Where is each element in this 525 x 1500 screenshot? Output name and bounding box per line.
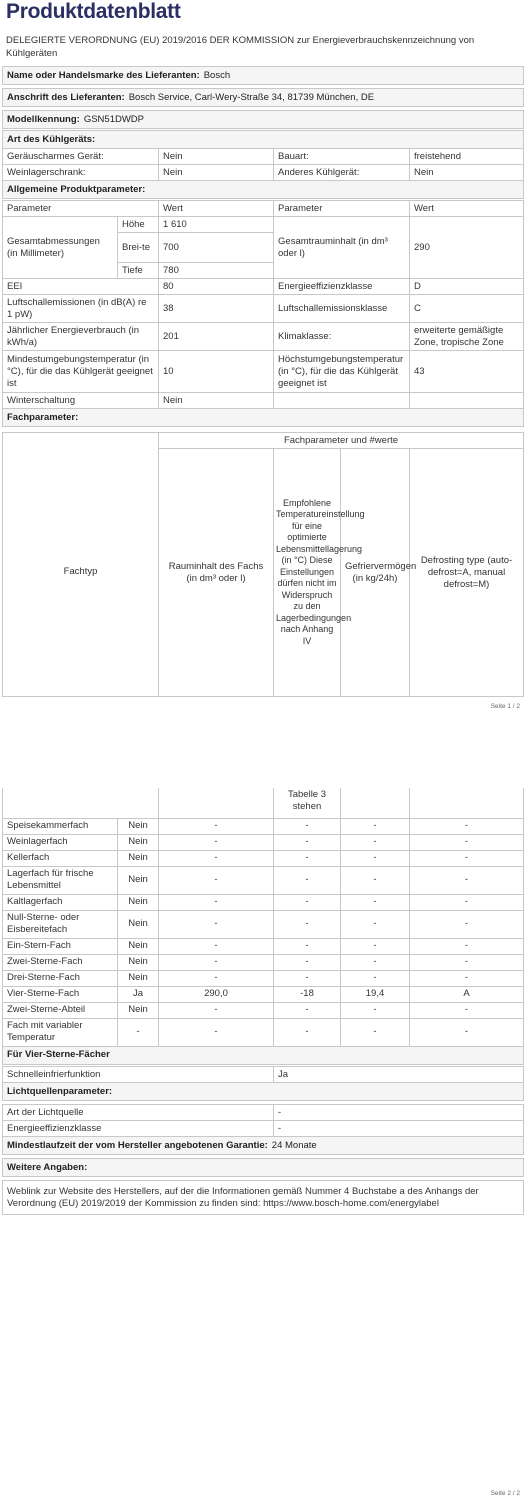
document-subtitle: DELEGIERTE VERORDNUNG (EU) 2019/2016 DER KOMMISSION zur Energieverbrauchskennzeichnung von Kühlgeräten xyxy=(6,35,475,59)
compartment-defrost: - xyxy=(410,938,524,954)
compartment-volume: - xyxy=(159,1002,274,1018)
col-header-param: Parameter xyxy=(274,201,410,217)
warranty-row: Mindestlaufzeit der vom Hersteller angebotenen Garantie: 24 Monate xyxy=(3,1137,524,1155)
type-label: Weinlagerschrank: xyxy=(3,165,159,181)
compartment-present: Nein xyxy=(118,834,159,850)
compartment-freezing: 19,4 xyxy=(341,986,410,1002)
compartment-row xyxy=(3,850,524,866)
supplier-name-value: Bosch xyxy=(203,69,231,81)
compartment-freezing: - xyxy=(341,938,410,954)
compartment-volume: - xyxy=(159,938,274,954)
supplier-table xyxy=(2,66,524,129)
col-header-defrost-type: Defrosting type (auto-defrost=A, manual defrost=M) xyxy=(410,449,524,697)
compartment-name: Ein-Stern-Fach xyxy=(3,938,118,954)
compartment-freezing: - xyxy=(341,910,410,938)
param-label xyxy=(274,393,410,409)
quick-freeze-label: Schnelleinfrierfunktion xyxy=(3,1067,274,1083)
compartment-name: Zwei-Sterne-Abteil xyxy=(3,1002,118,1018)
compartment-volume: - xyxy=(159,894,274,910)
param-label: Energieeffizienzklasse xyxy=(274,279,410,295)
light-efficiency-class-label: Energieeffizienzklasse xyxy=(3,1121,274,1137)
compartment-temp: - xyxy=(274,970,341,986)
param-value xyxy=(410,393,524,409)
general-params-table xyxy=(2,200,524,427)
compartment-volume: - xyxy=(159,970,274,986)
compartment-row xyxy=(3,818,524,834)
total-volume-label: Gesamtrauminhalt (in dm³ oder l) xyxy=(274,217,410,279)
compartment-volume: - xyxy=(159,954,274,970)
compartment-temp: - xyxy=(274,938,341,954)
compartment-row xyxy=(3,1018,524,1046)
compartment-present: Nein xyxy=(118,910,159,938)
height-value: 1 610 xyxy=(159,217,274,233)
compartment-row xyxy=(3,954,524,970)
compartment-header-table xyxy=(2,432,524,697)
col-header-recommended-temp: Empfohlene Temperatureinstellung für eine optimierte Lebensmittellagerung (in °C) Diese Einstellungen dürfen nicht im Widerspruch zu den Lagerbedingungen nach Anhang IV xyxy=(274,449,341,697)
compartment-temp: - xyxy=(274,894,341,910)
col-header-value: Wert xyxy=(410,201,524,217)
compartment-rows xyxy=(3,818,524,1046)
col-header-compartment-volume: Rauminhalt des Fachs (in dm³ oder l) xyxy=(159,449,274,697)
width-value: 700 xyxy=(159,233,274,263)
type-label: Geräuscharmes Gerät: xyxy=(3,149,159,165)
compartment-temp: - xyxy=(274,910,341,938)
compartment-defrost: - xyxy=(410,1002,524,1018)
compartment-defrost: - xyxy=(410,866,524,894)
model-row: Modellkennung: GSN51DWDP xyxy=(3,111,524,129)
compartment-freezing: - xyxy=(341,970,410,986)
total-volume-value: 290 xyxy=(410,217,524,279)
compartment-row xyxy=(3,834,524,850)
compartment-present: Nein xyxy=(118,954,159,970)
compartment-defrost: - xyxy=(410,1018,524,1046)
param-value: 80 xyxy=(159,279,274,295)
param-value: 43 xyxy=(410,351,524,393)
compartment-freezing: - xyxy=(341,818,410,834)
compartment-present: Nein xyxy=(118,818,159,834)
col-header-recommended-temp-cont: Tabelle 3 stehen xyxy=(274,788,341,818)
compartment-defrost: A xyxy=(410,986,524,1002)
general-params-heading: Allgemeine Produktparameter: xyxy=(3,181,524,199)
compartment-freezing: - xyxy=(341,834,410,850)
compartment-freezing: - xyxy=(341,954,410,970)
compartment-row xyxy=(3,970,524,986)
type-label: Anderes Kühlgerät: xyxy=(274,165,410,181)
param-label: Luftschallemissionsklasse xyxy=(274,295,410,323)
compartment-temp: - xyxy=(274,818,341,834)
compartment-present: Nein xyxy=(118,938,159,954)
param-value: 10 xyxy=(159,351,274,393)
compartment-present: Nein xyxy=(118,1002,159,1018)
compartment-volume: - xyxy=(159,850,274,866)
col-header-freezing-capacity: Gefriervermögen (in kg/24h) xyxy=(341,449,410,697)
compartment-defrost: - xyxy=(410,910,524,938)
light-source-heading: Lichtquellenparameter: xyxy=(3,1083,524,1101)
param-value: 201 xyxy=(159,323,274,351)
light-source-type-value: - xyxy=(274,1105,524,1121)
compartment-present: - xyxy=(118,1018,159,1046)
page-2 xyxy=(0,750,525,1500)
depth-value: 780 xyxy=(159,263,274,279)
compartment-name: Drei-Sterne-Fach xyxy=(3,970,118,986)
four-star-table xyxy=(2,1066,524,1215)
compartment-temp: - xyxy=(274,866,341,894)
model-value: GSN51DWDP xyxy=(83,113,145,125)
type-value: Nein xyxy=(159,149,274,165)
compartment-name: Kellerfach xyxy=(3,850,118,866)
warranty-value: 24 Monate xyxy=(271,1139,317,1151)
further-info-text: Weblink zur Website des Herstellers, auf der die Informationen gemäß Nummer 4 Buchstabe a des Anhangs der Verordnung (EU) 2019/2019 der Kommission zu finden sind: https://www.bosch-home.com/energylabel xyxy=(3,1181,524,1215)
depth-label: Tiefe xyxy=(118,263,159,279)
param-value: D xyxy=(410,279,524,295)
type-label: Bauart: xyxy=(274,149,410,165)
param-label: Mindestumgebungstemperatur (in °C), für die das Kühlgerät geeignet ist xyxy=(3,351,159,393)
width-label: Brei-te xyxy=(118,233,159,263)
param-value: C xyxy=(410,295,524,323)
page-number: Seite 1 / 2 xyxy=(490,703,520,710)
type-value: freistehend xyxy=(410,149,524,165)
compartment-defrost: - xyxy=(410,954,524,970)
compartment-present: Nein xyxy=(118,850,159,866)
compartment-present: Nein xyxy=(118,970,159,986)
compartment-present: Nein xyxy=(118,894,159,910)
compartment-freezing: - xyxy=(341,894,410,910)
compartment-table xyxy=(2,788,524,1065)
param-label: Luftschallemissionen (in dB(A) re 1 pW) xyxy=(3,295,159,323)
compartment-temp: - xyxy=(274,834,341,850)
compartment-volume: 290,0 xyxy=(159,986,274,1002)
further-info-heading: Weitere Angaben: xyxy=(3,1159,524,1177)
compartment-volume: - xyxy=(159,834,274,850)
compartment-present: Ja xyxy=(118,986,159,1002)
type-value: Nein xyxy=(410,165,524,181)
appliance-type-heading: Art des Kühlgeräts: xyxy=(3,131,524,149)
compartment-temp: - xyxy=(274,1018,341,1046)
param-value: Nein xyxy=(159,393,274,409)
param-label: EEI xyxy=(3,279,159,295)
compartment-row xyxy=(3,910,524,938)
compartment-freezing: - xyxy=(341,850,410,866)
compartment-volume: - xyxy=(159,910,274,938)
compartment-defrost: - xyxy=(410,850,524,866)
compartment-volume: - xyxy=(159,1018,274,1046)
compartment-name: Speisekammerfach xyxy=(3,818,118,834)
four-star-heading: Für Vier-Sterne-Fächer xyxy=(3,1046,524,1064)
param-label: Jährlicher Energieverbrauch (in kWh/a) xyxy=(3,323,159,351)
compartment-name: Vier-Sterne-Fach xyxy=(3,986,118,1002)
col-header-value: Wert xyxy=(159,201,274,217)
dimensions-label: Gesamtabmessungen (in Millimeter) xyxy=(3,217,118,279)
supplier-address-value: Bosch Service, Carl-Wery-Straße 34, 81739 München, DE xyxy=(128,91,375,103)
compartment-freezing: - xyxy=(341,1002,410,1018)
compartment-row xyxy=(3,938,524,954)
compartment-name: Weinlagerfach xyxy=(3,834,118,850)
col-header-compartment-type: Fachtyp xyxy=(3,449,159,697)
light-efficiency-class-value: - xyxy=(274,1121,524,1137)
quick-freeze-value: Ja xyxy=(274,1067,524,1083)
type-value: Nein xyxy=(159,165,274,181)
compartment-name: Null-Sterne- oder Eisbereitefach xyxy=(3,910,118,938)
compartment-defrost: - xyxy=(410,894,524,910)
height-label: Höhe xyxy=(118,217,159,233)
light-source-type-label: Art der Lichtquelle xyxy=(3,1105,274,1121)
page-number: Seite 2 / 2 xyxy=(490,1490,520,1497)
param-label: Winterschaltung xyxy=(3,393,159,409)
compartment-present: Nein xyxy=(118,866,159,894)
col-header-param: Parameter xyxy=(3,201,159,217)
supplier-address-row: Anschrift des Lieferanten: Bosch Service, Carl-Wery-Straße 34, 81739 München, DE xyxy=(3,89,524,107)
param-label: Höchstumgebungstemperatur (in °C), für die das Kühlgerät geeignet ist xyxy=(274,351,410,393)
compartment-defrost: - xyxy=(410,818,524,834)
compartment-name: Kaltlagerfach xyxy=(3,894,118,910)
compartment-name: Fach mit variabler Temperatur xyxy=(3,1018,118,1046)
appliance-type-table xyxy=(2,130,524,199)
compartment-group-label: Fachparameter und #werte xyxy=(159,433,524,449)
compartment-defrost: - xyxy=(410,970,524,986)
compartment-row xyxy=(3,986,524,1002)
compartment-name: Lagerfach für frische Lebensmittel xyxy=(3,866,118,894)
compartment-temp: - xyxy=(274,1002,341,1018)
supplier-name-row: Name oder Handelsmarke des Lieferanten: Bosch xyxy=(3,67,524,85)
compartment-temp: - xyxy=(274,954,341,970)
compartment-volume: - xyxy=(159,818,274,834)
param-value: 38 xyxy=(159,295,274,323)
compartment-defrost: - xyxy=(410,834,524,850)
compartment-row xyxy=(3,866,524,894)
compartment-freezing: - xyxy=(341,1018,410,1046)
compartment-temp: -18 xyxy=(274,986,341,1002)
compartment-freezing: - xyxy=(341,866,410,894)
compartment-temp: - xyxy=(274,850,341,866)
param-value: erweiterte gemäßigte Zone, tropische Zone xyxy=(410,323,524,351)
compartment-volume: - xyxy=(159,866,274,894)
compartment-name: Zwei-Sterne-Fach xyxy=(3,954,118,970)
document-title: Produktdatenblatt xyxy=(6,0,181,23)
compartment-row xyxy=(3,894,524,910)
compartment-row xyxy=(3,1002,524,1018)
param-label: Klimaklasse: xyxy=(274,323,410,351)
compartment-params-heading: Fachparameter: xyxy=(3,409,524,427)
